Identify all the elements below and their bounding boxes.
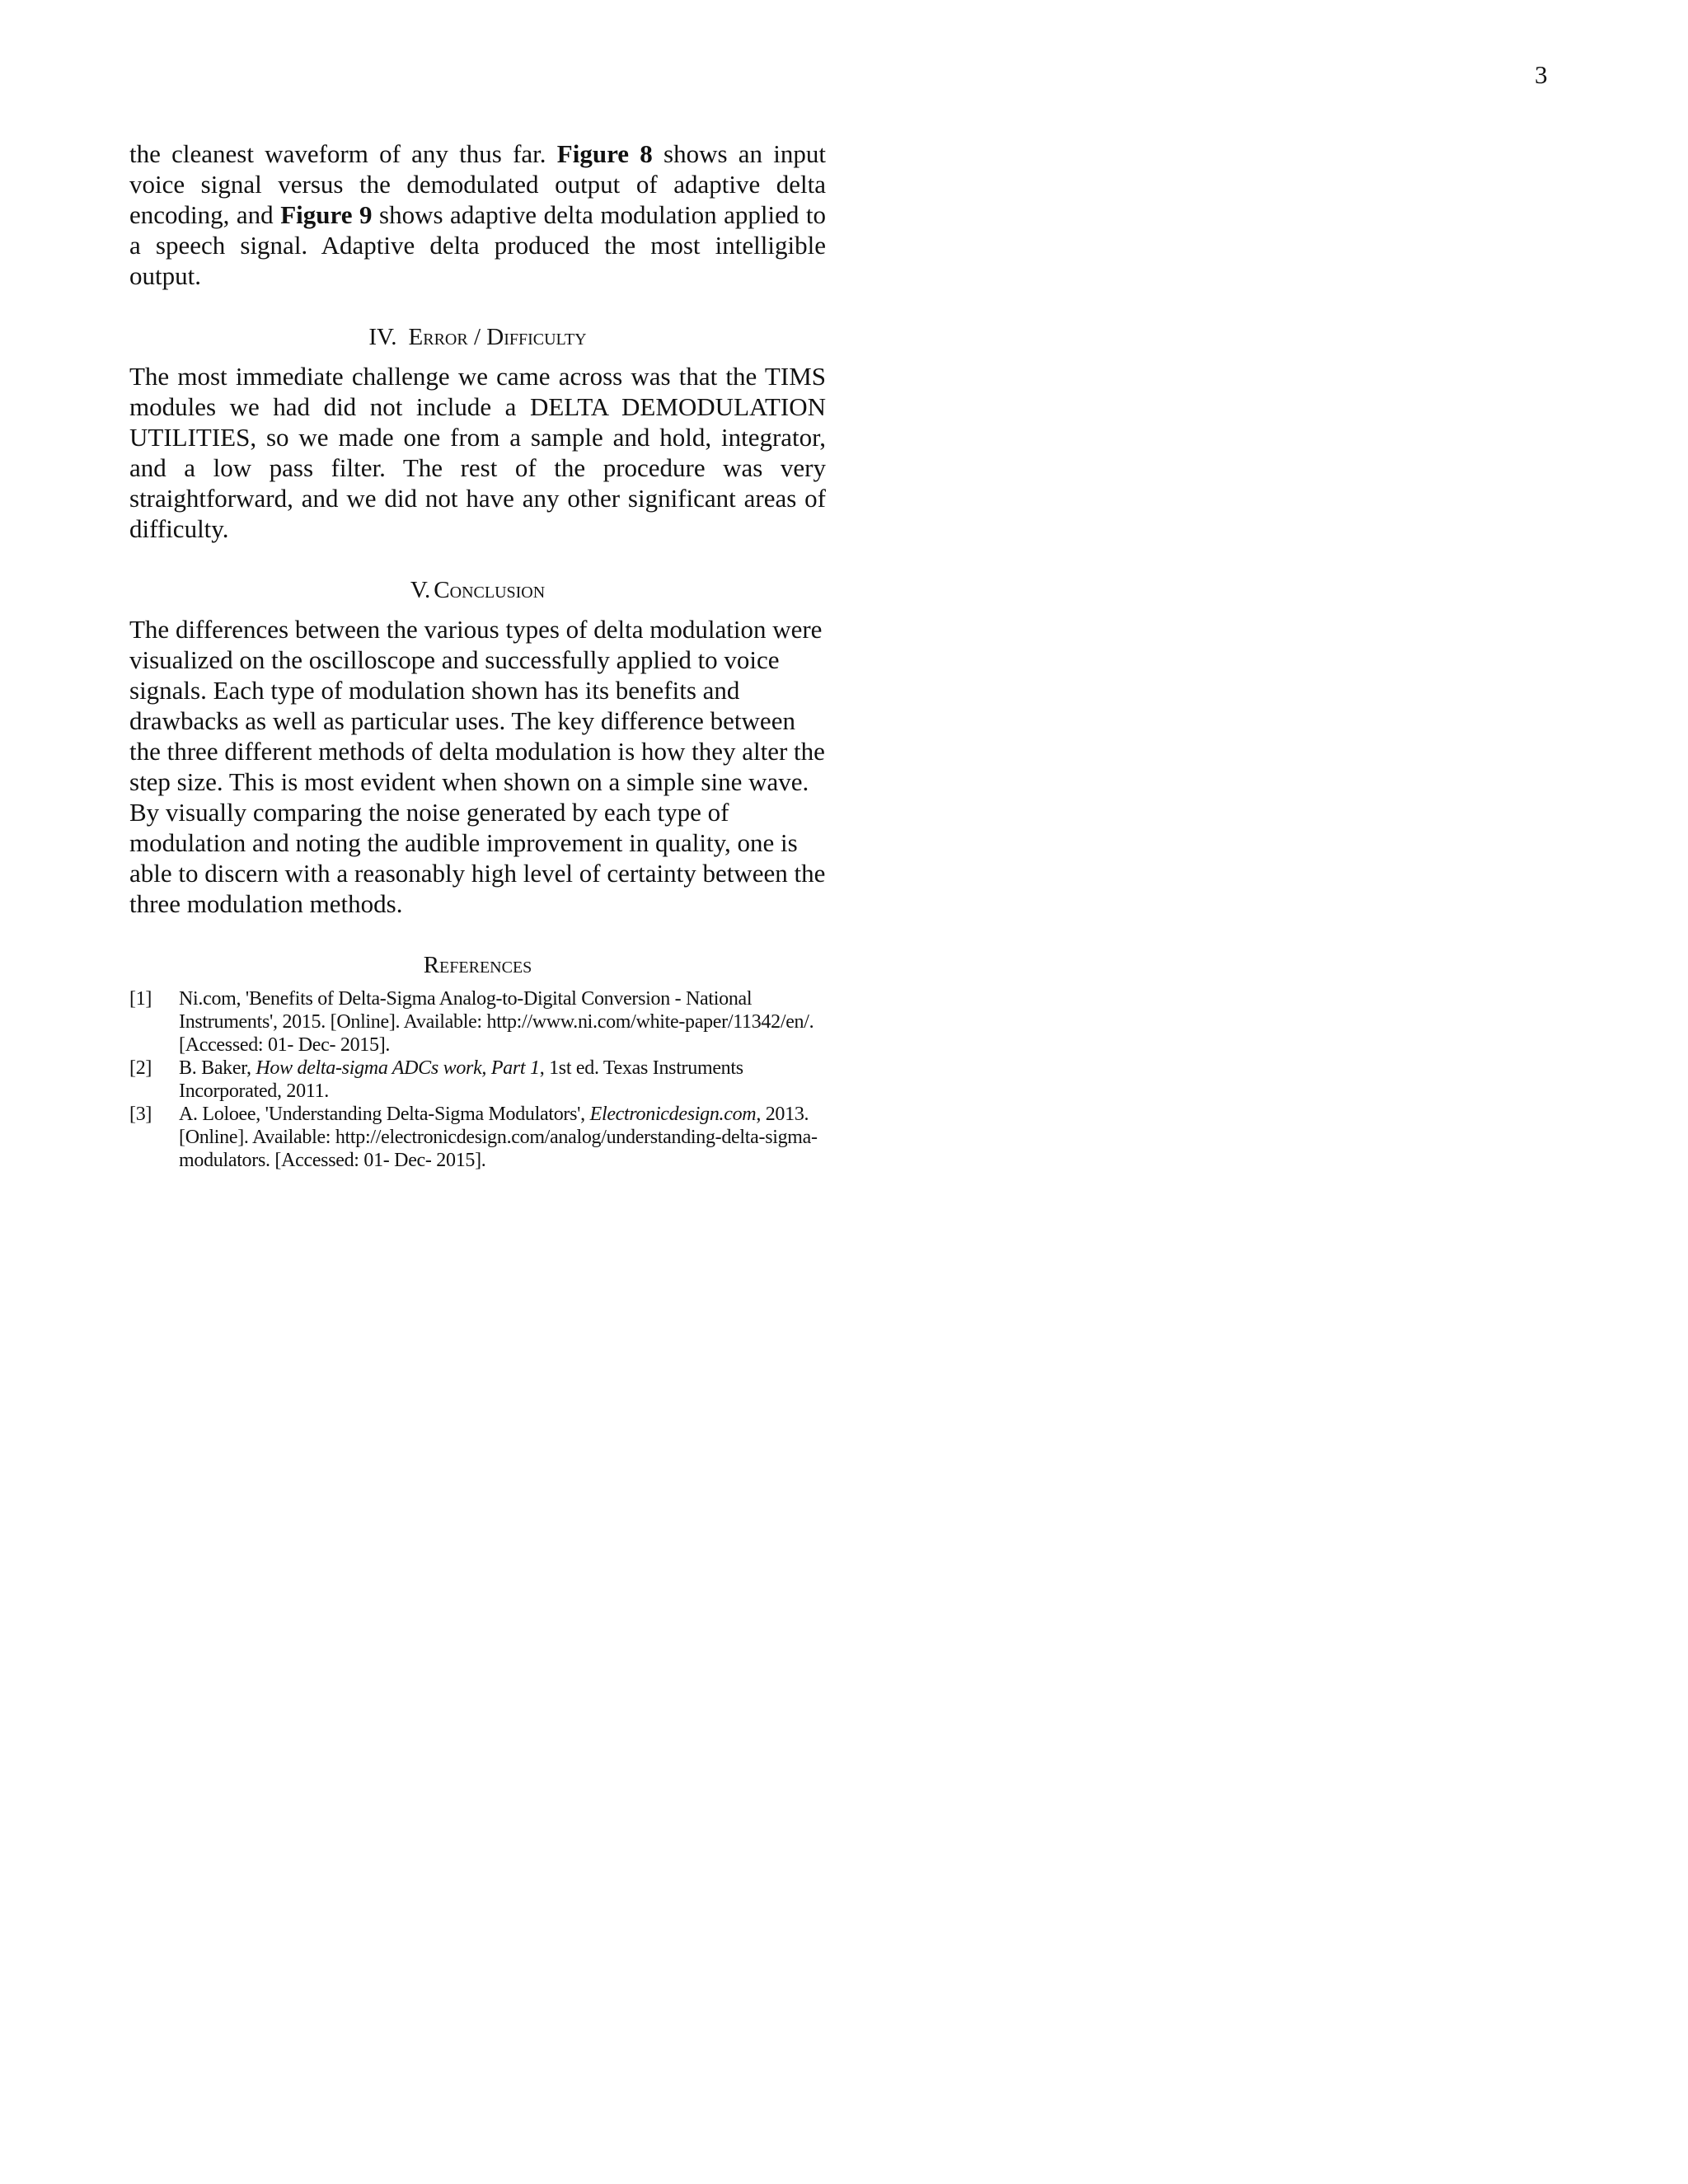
reference-authors: B. Baker, bbox=[179, 1057, 256, 1079]
figure-9-ref: Figure 9 bbox=[280, 200, 373, 229]
references-title: References bbox=[423, 952, 532, 978]
section-number: V. bbox=[410, 577, 431, 603]
conclusion-paragraph: The differences between the various types of delta modulation were visualized on the oscilloscope and successfully applied to voice signals. Each type of modulation shown has its benefits and drawbacks as well as particular uses. The key difference between the three different methods of delta modulation is how they alter the step size. This is most evident when shown on a simple sine wave. By visually comparing the noise generated by each type of modulation and noting the audible improvement in quality, one is able to discern with a reasonably high level of certainty between the three modulation methods. bbox=[129, 615, 826, 918]
reference-label: [3] bbox=[129, 1104, 152, 1125]
reference-book-title: How delta-sigma ADCs work, Part 1 bbox=[256, 1057, 540, 1079]
section-heading-conclusion bbox=[129, 575, 826, 606]
reference-authors: A. Loloee, 'Understanding Delta-Sigma Modulators', bbox=[179, 1104, 590, 1125]
intro-paragraph bbox=[129, 138, 826, 291]
reference-list bbox=[129, 987, 826, 1172]
reference-label: [2] bbox=[129, 1057, 152, 1079]
section-number: IV. bbox=[368, 324, 397, 350]
reference-label: [1] bbox=[129, 988, 152, 1010]
intro-text-2: shows an input voice signal versus the demodulated output of adaptive delta encoding, and bbox=[129, 139, 827, 229]
intro-text-3: shows adaptive delta modulation applied to a speech signal. Adaptive delta produced the most intelligible output. bbox=[129, 200, 826, 290]
reference-details: , 2013. [Online]. Available: http://electronicdesign.com/analog/understanding-delta-sigma-modulators. [Accessed: 01- Dec- 2015]. bbox=[179, 1104, 818, 1171]
reference-journal: Electronicdesign.com bbox=[589, 1104, 757, 1125]
page-number: 3 bbox=[1535, 60, 1548, 89]
section-heading-error-difficulty bbox=[129, 322, 826, 353]
reference-item bbox=[129, 1103, 826, 1172]
section-title: Conclusion bbox=[434, 577, 546, 603]
reference-text bbox=[179, 1057, 826, 1103]
figure-8-ref: Figure 8 bbox=[556, 139, 653, 168]
reference-item bbox=[129, 987, 826, 1057]
error-difficulty-paragraph: The most immediate challenge we came across was that the TIMS modules we had did not include a DELTA DEMODULATION UTILITIES, so we made one from a sample and hold, integrator, and a low pass filter. The rest of the procedure was very straightforward, and we did not have any other significant areas of difficulty. bbox=[129, 362, 826, 543]
references-heading bbox=[129, 950, 826, 981]
reference-text bbox=[179, 1103, 826, 1172]
reference-text: Ni.com, 'Benefits of Delta-Sigma Analog-to-Digital Conversion - National Instruments', 2015. [Online]. Available: http://www.ni.com/white-paper/11342/en/. [Accessed: 01- Dec- 2015]. bbox=[179, 988, 814, 1056]
reference-details: , 1st ed. Texas Instruments Incorporated, 2011. bbox=[179, 1057, 743, 1102]
text-column bbox=[129, 138, 826, 1172]
intro-text-1: the cleanest waveform of any thus far. bbox=[129, 139, 557, 168]
section-title: Error / Difficulty bbox=[408, 324, 587, 350]
reference-item bbox=[129, 1057, 826, 1103]
